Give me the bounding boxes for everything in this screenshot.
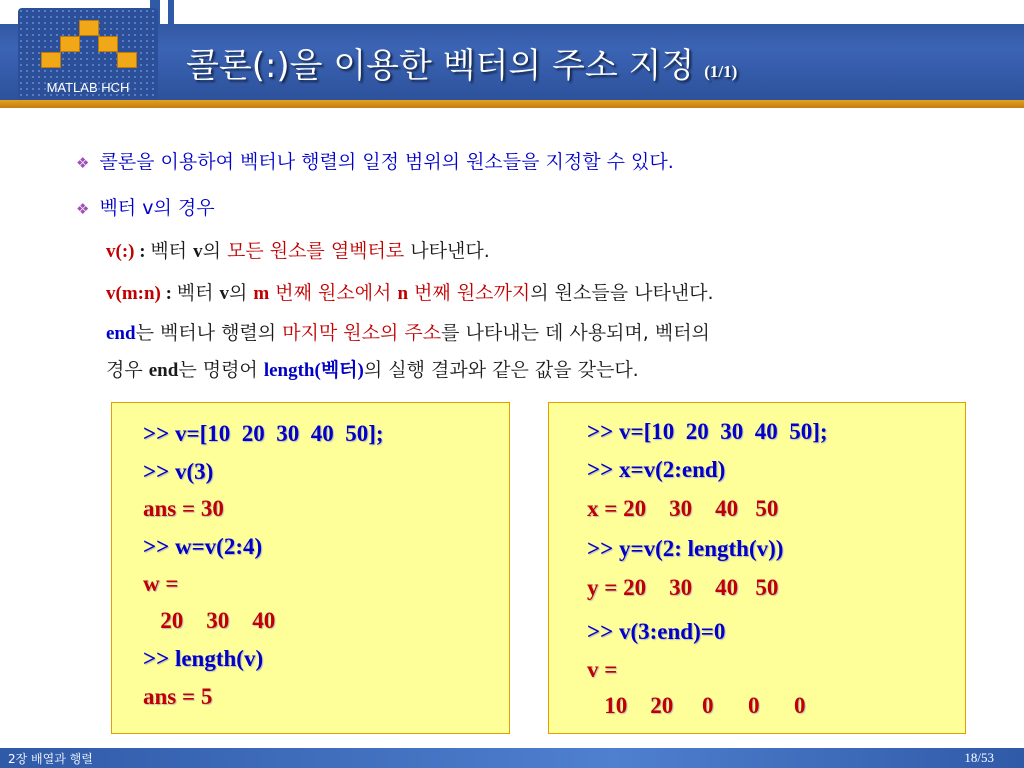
var-name: n — [397, 283, 409, 304]
var-name: v — [219, 283, 229, 304]
highlight-text: 마지막 원소의 주소 — [282, 322, 442, 344]
code-line: >> x=v(2:end) — [587, 457, 726, 482]
code-example-right — [548, 402, 966, 734]
code-line: ans = 5 — [143, 684, 213, 709]
slide-number: 18/53 — [964, 750, 994, 765]
separator: : — [134, 241, 151, 262]
explanation-line — [106, 355, 639, 382]
logo-text: MATLAB HCH — [46, 80, 130, 95]
text: 나타낸다. — [404, 240, 490, 262]
code-line: y = 20 30 40 50 — [587, 575, 779, 600]
code-line: w = — [143, 571, 179, 596]
logo-square — [41, 52, 61, 68]
text: 의 — [202, 240, 227, 262]
code-line: >> w=v(2:4) — [143, 534, 263, 559]
text: 는 벡터나 행렬의 — [135, 322, 283, 344]
matlab-hch-logo — [18, 8, 158, 104]
page-title-text: 콜론(:)을 이용한 벡터의 주소 지정 — [186, 46, 695, 86]
highlight-text: 번째 원소에서 — [269, 282, 398, 304]
var-name: v — [193, 241, 203, 262]
var-name: m — [253, 283, 270, 304]
code-line: >> v=[10 20 30 40 50]; — [587, 419, 828, 444]
code-line: >> length(v) — [143, 646, 264, 671]
bullet-text: 콜론을 이용하여 벡터나 행렬의 일정 범위의 원소들을 지정할 수 있다. — [99, 151, 674, 173]
code-line: >> v(3:end)=0 — [587, 619, 726, 644]
page-number-label: (1/1) — [704, 62, 738, 81]
header-bar — [0, 0, 1024, 108]
text: 는 명령어 — [178, 359, 264, 381]
logo-square — [79, 20, 99, 36]
code-example-left — [111, 402, 510, 734]
separator: : — [160, 283, 177, 304]
code-term: end — [148, 360, 179, 381]
text: 경우 — [106, 359, 149, 381]
text: 벡터 — [176, 282, 220, 304]
code-term: end — [106, 323, 136, 344]
highlight-text: 번째 원소까지 — [408, 282, 531, 304]
code-line: x = 20 30 40 50 — [587, 496, 779, 521]
code-line: >> v(3) — [143, 459, 214, 484]
diamond-bullet-icon: ❖ — [76, 154, 90, 172]
chapter-label: 2장 배열과 행렬 — [8, 752, 93, 766]
code-term: length(벡터) — [263, 360, 364, 381]
bullet-text: 벡터 v의 경우 — [99, 197, 215, 219]
code-term: v(:) — [106, 241, 135, 262]
footer-bar — [0, 748, 1024, 768]
page-title — [186, 38, 737, 87]
highlight-text: 모든 원소를 열벡터로 — [226, 240, 405, 262]
explanation-line — [106, 278, 714, 305]
text: 의 실행 결과와 같은 값을 갖는다. — [363, 359, 639, 381]
text: 의 — [228, 282, 254, 304]
logo-square — [98, 36, 118, 52]
logo-square — [117, 52, 137, 68]
logo-square — [60, 36, 80, 52]
code-line: v = — [587, 657, 618, 682]
code-term: v(m:n) — [106, 283, 161, 304]
diamond-bullet-icon: ❖ — [76, 200, 90, 218]
code-line: >> y=v(2: length(v)) — [587, 536, 784, 561]
bullet-item — [76, 193, 215, 220]
text: 의 원소들을 나타낸다. — [530, 282, 714, 304]
code-line: 20 30 40 — [143, 608, 276, 633]
text: 를 나타내는 데 사용되며, 벡터의 — [441, 322, 710, 344]
decor-bar — [168, 0, 174, 24]
code-line: >> v=[10 20 30 40 50]; — [143, 421, 384, 446]
bullet-item — [76, 147, 674, 174]
explanation-line — [106, 318, 710, 345]
text: 벡터 — [150, 240, 194, 262]
header-accent-line — [0, 100, 1024, 108]
code-line: 10 20 0 0 0 — [587, 693, 806, 718]
explanation-line — [106, 236, 490, 263]
code-line: ans = 30 — [143, 496, 224, 521]
